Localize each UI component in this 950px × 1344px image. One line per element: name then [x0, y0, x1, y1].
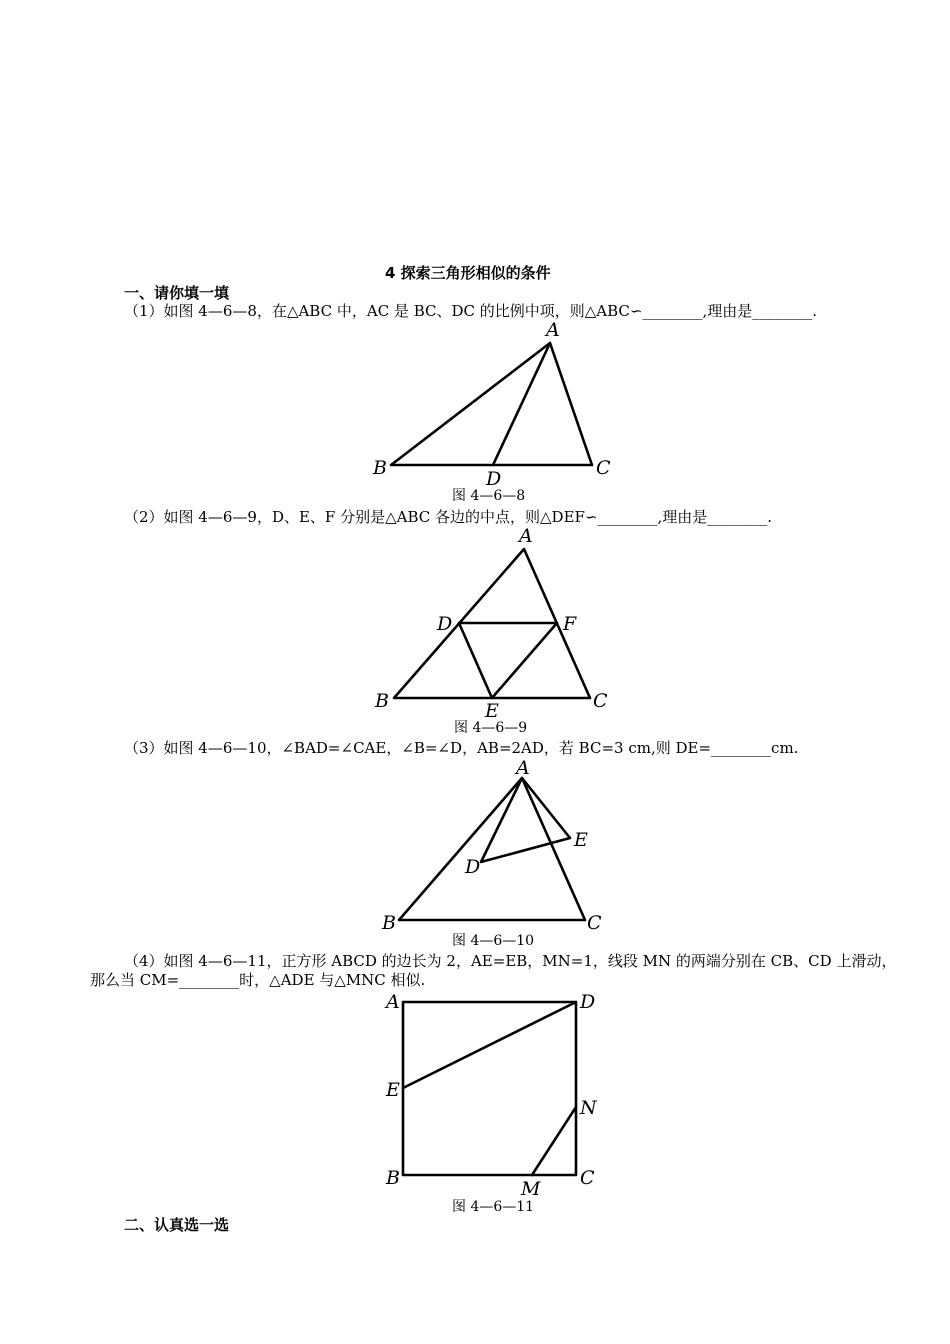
label-a: A [386, 991, 400, 1013]
question-1-text: （1）如图 4—6—8，在△ABC 中，AC 是 BC、DC 的比例中项，则△ABC∽________,理由是________. [124, 302, 818, 320]
figure-4-6-9-caption: 图 4—6—9 [454, 720, 528, 736]
label-n: N [580, 1097, 597, 1119]
label-a: A [516, 757, 530, 779]
segment-de [403, 1002, 576, 1088]
label-c: C [593, 690, 608, 712]
label-f: F [563, 613, 577, 635]
section-fill-in-heading: 一、请你填一填 [124, 284, 230, 302]
label-e: E [386, 1079, 400, 1101]
figure-4-6-11-caption: 图 4—6—11 [452, 1199, 535, 1215]
label-d: D [437, 613, 453, 635]
figure-4-6-8-caption: 图 4—6—8 [452, 488, 526, 504]
label-c: C [596, 457, 611, 479]
label-b: B [382, 912, 396, 934]
label-b: B [375, 690, 389, 712]
label-c: C [587, 912, 602, 934]
question-2-text: （2）如图 4—6—9，D、E、F 分别是△ABC 各边的中点，则△DEF∽________,理由是________. [124, 508, 773, 526]
figure-4-6-10-caption: 图 4—6—10 [452, 933, 535, 949]
label-e: E [574, 829, 588, 851]
question-4-text-line-1: （4）如图 4—6—11，正方形 ABCD 的边长为 2，AE=EB，MN=1，线段 MN 的两端分别在 CB、CD 上滑动， [124, 952, 897, 970]
page-title: 4 探索三角形相似的条件 [385, 264, 551, 282]
question-4-text-line-2: 那么当 CM=________时，△ADE 与△MNC 相似. [90, 971, 426, 989]
label-m: M [521, 1178, 541, 1200]
label-a: A [546, 319, 560, 341]
label-b: B [386, 1167, 400, 1189]
label-d: D [486, 468, 502, 490]
segment-mn [532, 1107, 576, 1175]
label-d: D [465, 856, 481, 878]
label-e: E [485, 700, 499, 722]
label-c: C [580, 1167, 595, 1189]
label-b: B [373, 457, 387, 479]
label-d: D [580, 991, 596, 1013]
question-3-text: （3）如图 4—6—10，∠BAD=∠CAE，∠B=∠D，AB=2AD，若 BC=3 cm,则 DE=________cm. [124, 739, 799, 757]
section-choice-heading: 二、认真选一选 [124, 1216, 230, 1234]
label-a: A [519, 525, 533, 547]
